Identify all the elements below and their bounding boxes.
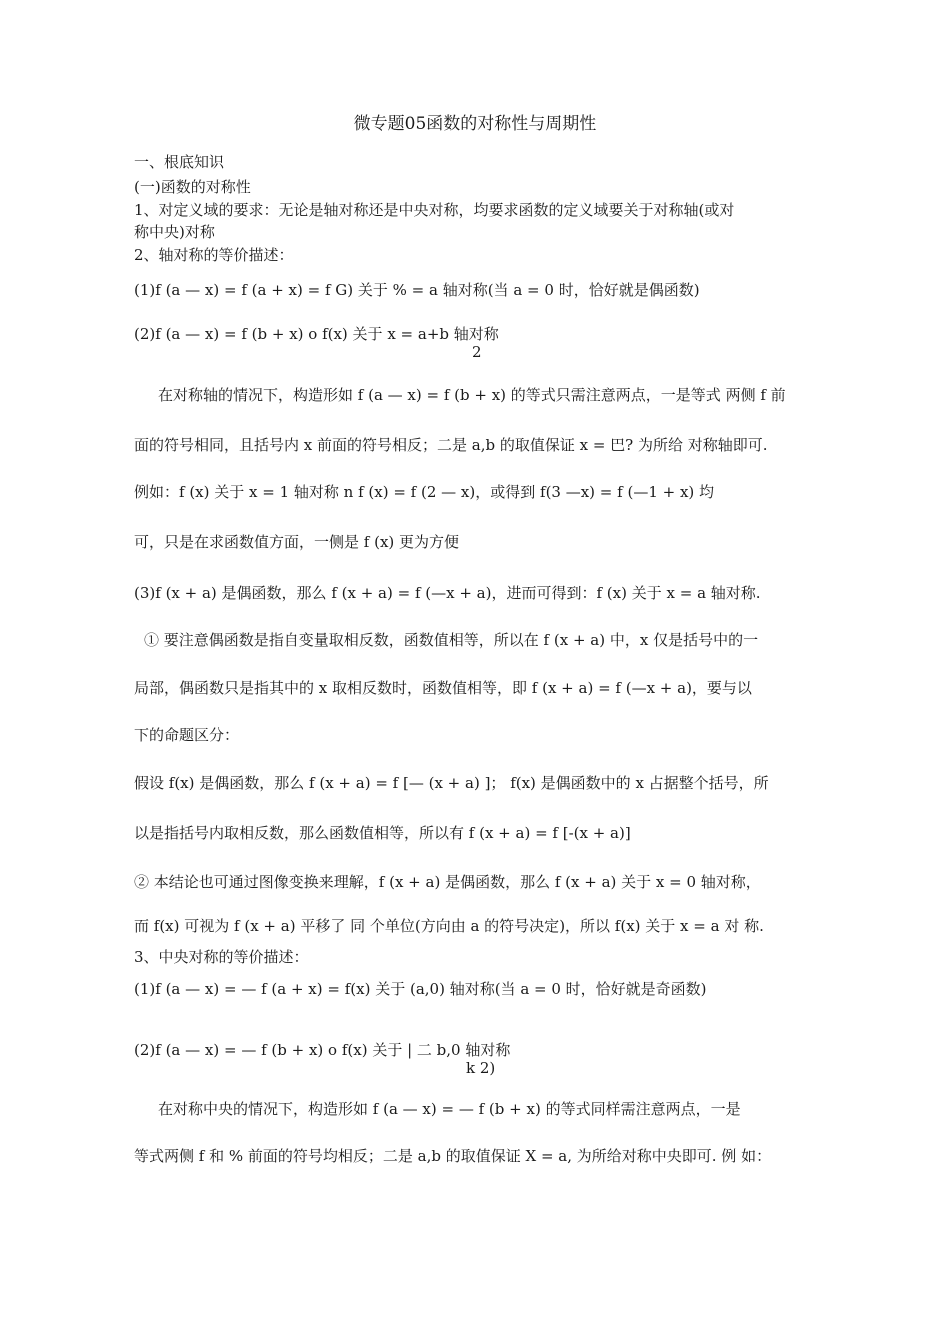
paragraph-example-cont: 可，只是在求函数值方面，一侧是 f (x) 更为方便 [134,533,460,551]
paragraph-assumption-cont: 以是指括号内取相反数，那么函数值相等，所以有 f (x + a) = f [-(x + a)] [134,824,631,842]
paragraph-axis-explanation: 在对称轴的情况下，构造形如 f (a — x) = f (b + x) 的等式只需注意两点，一是等式 两侧 f 前 [158,386,786,404]
paragraph-assumption: 假设 f(x) 是偶函数，那么 f (x + a) = f [— (x + a) ]； f(x) 是偶函数中的 x 占据整个括号，所 [134,774,769,792]
heading-axis-symmetry: 2、轴对称的等价描述： [134,246,294,264]
formula-axis-2: (2)f (a — x) = f (b + x) o f(x) 关于 x = a+b 轴对称 [134,325,499,343]
subsection-heading-symmetry: (一)函数的对称性 [134,178,251,196]
note-1-cont: 局部，偶函数只是指其中的 x 取相反数时，函数值相等，即 f (x + a) = f (—x + a)，要与以 [134,679,752,697]
paragraph-domain-requirement-cont: 称中央)对称 [134,223,215,241]
paragraph-axis-explanation-2: 面的符号相同，且括号内 x 前面的符号相反；二是 a,b 的取值保证 x = 巴? 为所给 对称轴即可. [134,436,768,454]
paragraph-center-explanation-2: 等式两侧 f 和 % 前面的符号均相反；二是 a,b 的取值保证 X = a, 为所给对称中央即可. 例 如： [134,1147,772,1165]
paragraph-center-explanation: 在对称中央的情况下，构造形如 f (a — x) = — f (b + x) 的等式同样需注意两点，一是 [158,1100,741,1118]
paragraph-domain-requirement: 1、对定义域的要求：无论是轴对称还是中央对称，均要求函数的定义域要关于对称轴(或对 [134,201,735,219]
heading-center-symmetry: 3、中央对称的等价描述： [134,948,309,966]
section-heading-basics: 一、根底知识 [134,153,225,171]
note-1: ① 要注意偶函数是指自变量取相反数，函数值相等，所以在 f (x + a) 中，x 仅是括号中的一 [144,631,759,649]
formula-axis-3: (3)f (x + a) 是偶函数，那么 f (x + a) = f (—x + a)，进而可得到：f (x) 关于 x = a 轴对称. [134,584,761,602]
formula-center-2: (2)f (a — x) = — f (b + x) o f(x) 关于 | 二 b,0 轴对称 [134,1041,511,1059]
formula-center-1: (1)f (a — x) = — f (a + x) = f(x) 关于 (a,0) 轴对称(当 a = 0 时，恰好就是奇函数) [134,980,707,998]
fraction-denominator: 2 [472,343,482,361]
fraction-fragment: k 2) [466,1059,496,1077]
note-2-cont: 而 f(x) 可视为 f (x + a) 平移了 同 个单位(方向由 a 的符号决定)，所以 f(x) 关于 x = a 对 称. [134,917,764,935]
note-2: ② 本结论也可通过图像变换来理解，f (x + a) 是偶函数，那么 f (x + a) 关于 x = 0 轴对称， [134,873,761,891]
formula-axis-1: (1)f (a — x) = f (a + x) = f G) 关于 % = a 轴对称(当 a = 0 时，恰好就是偶函数) [134,281,700,299]
paragraph-example: 例如：f (x) 关于 x = 1 轴对称 n f (x) = f (2 — x)，或得到 f(3 —x) = f (—1 + x) 均 [134,483,715,501]
page-title: 微专题05函数的对称性与周期性 [353,114,597,134]
note-1-cont-2: 下的命题区分： [134,726,240,744]
